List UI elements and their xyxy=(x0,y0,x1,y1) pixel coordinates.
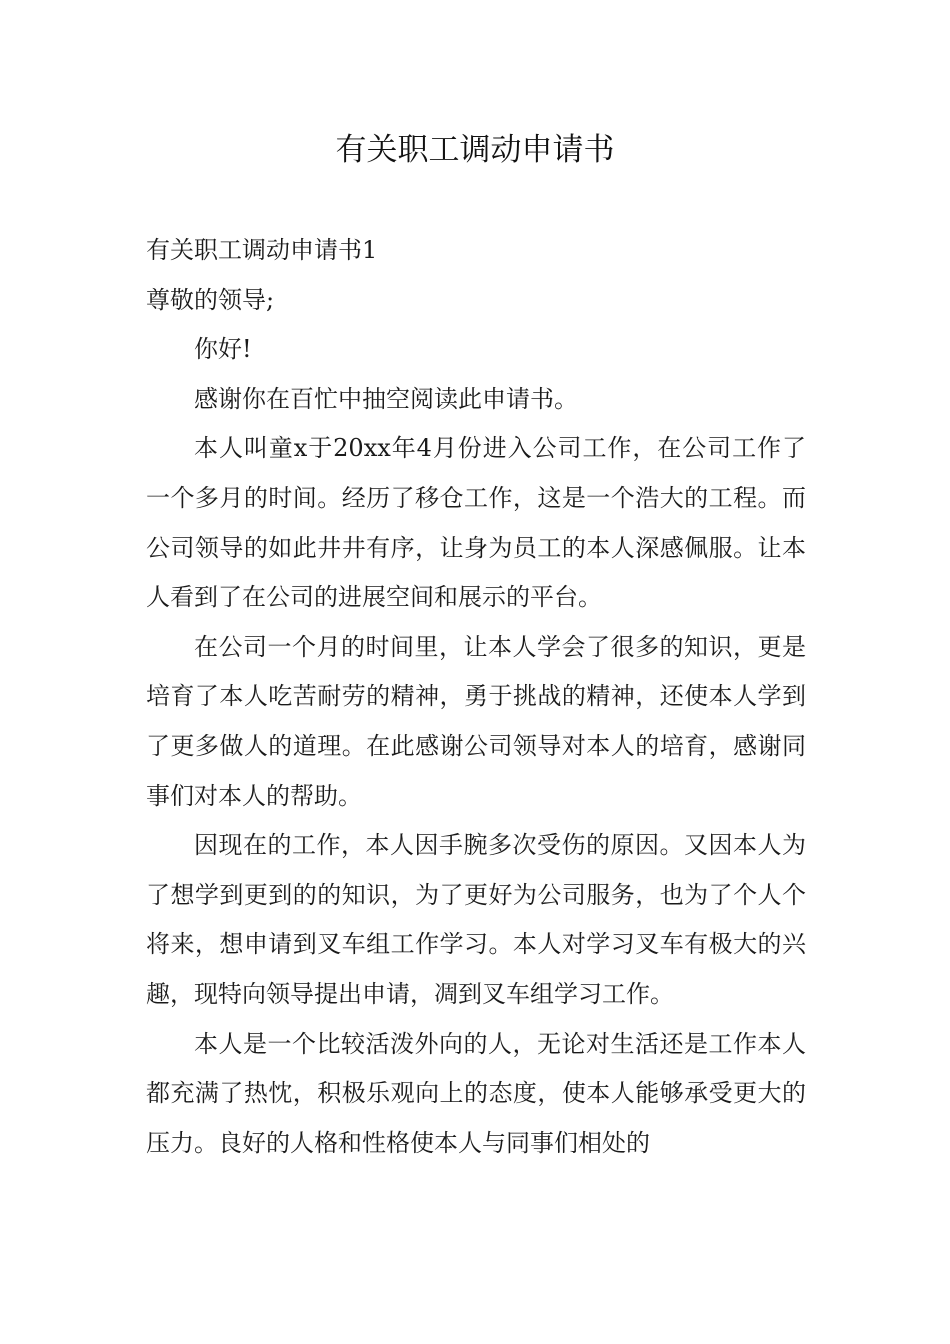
paragraph-introduction: 本人叫童x于20xx年4月份进入公司工作，在公司工作了一个多月的时间。经历了移仓工作，这是一个浩大的工程。而公司领导的如此井井有序，让身为员工的本人深感佩服。让本人看到了在公司的进展空间和展示的平台。 xyxy=(146,434,806,612)
paragraph-learning: 在公司一个月的时间里，让本人学会了很多的知识，更是培育了本人吃苦耐劳的精神，勇于挑战的精神，还使本人学到了更多做人的道理。在此感谢公司领导对本人的培育，感谢同事们对本人的帮助。 xyxy=(146,632,806,810)
document-body xyxy=(146,226,806,1168)
paragraph-transfer-reason: 因现在的工作，本人因手腕多次受伤的原因。又因本人为了想学到更到的的知识，为了更好为公司服务，也为了个人个将来，想申请到叉车组工作学习。本人对学习叉车有极大的兴趣，现特向领导提出申请，凋到叉车组学习工作。 xyxy=(146,831,806,1008)
document-subtitle: 有关职工调动申请书1 xyxy=(146,236,378,264)
paragraph-thanks: 感谢你在百忙中抽空阅读此申请书。 xyxy=(194,384,578,413)
document-title: 有关职工调动申请书 xyxy=(335,132,615,168)
paragraph-personality: 本人是一个比较活泼外向的人，无论对生活还是工作本人都充满了热忱，积极乐观向上的态度，使本人能够承受更大的压力。良好的人格和性格使本人与同事们相处的 xyxy=(146,1029,806,1157)
salutation: 尊敬的领导; xyxy=(146,285,275,314)
greeting: 你好! xyxy=(194,335,252,364)
